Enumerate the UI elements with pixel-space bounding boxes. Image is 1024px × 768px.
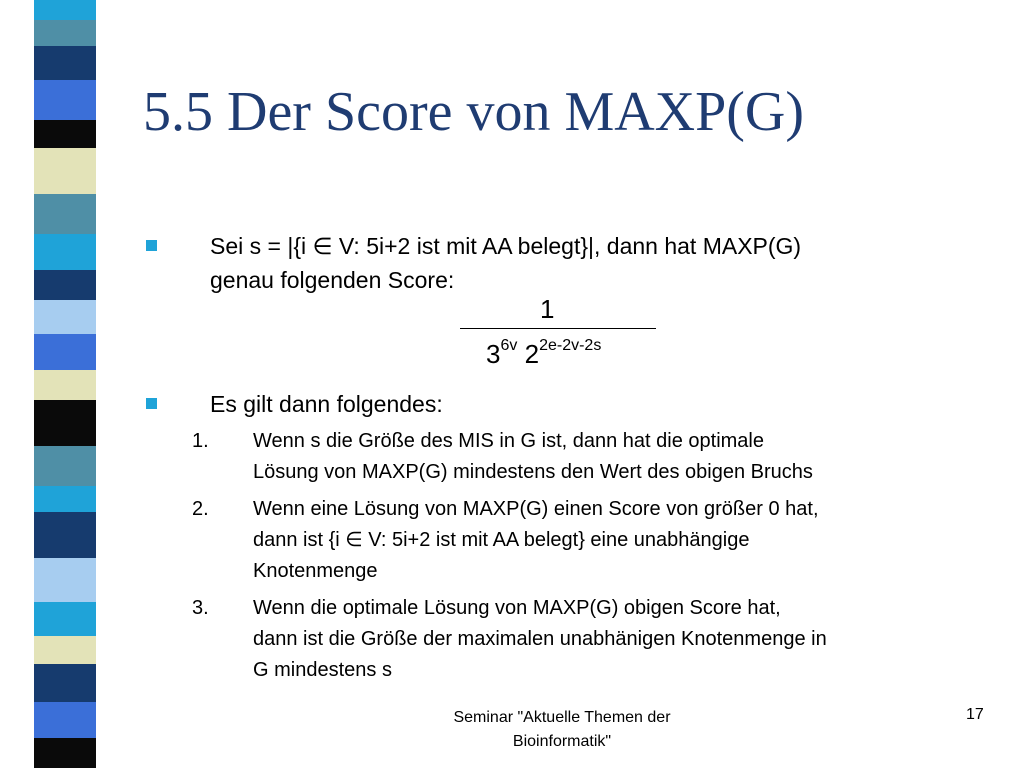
fraction-denominator	[486, 339, 601, 370]
footer-line-1: Seminar "Aktuelle Themen der	[453, 709, 671, 726]
exponent-1: 6v	[500, 337, 518, 354]
item-3-number: 3.	[192, 597, 209, 619]
decorative-stripe	[34, 0, 96, 768]
item-3-line-1: Wenn die optimale Lösung von MAXP(G) obigen Score hat,	[253, 597, 781, 619]
bullet1-line1: Sei s = |{i ∈ V: 5i+2 ist mit AA belegt}|, dann hat MAXP(G)	[210, 233, 802, 259]
item-2-line-3: Knotenmenge	[253, 560, 378, 582]
base-2: 2	[524, 339, 540, 369]
item-2-line-2: dann ist {i ∈ V: 5i+2 ist mit AA belegt} eine unabhängige	[253, 529, 750, 551]
item-1-line-2: Lösung von MAXP(G) mindestens den Wert des obigen Bruchs	[253, 461, 813, 483]
item-3-line-2: dann ist die Größe der maximalen unabhänigen Knotenmenge in	[253, 628, 827, 650]
page-number: 17	[966, 706, 984, 723]
footer-line-2: Bioinformatik"	[512, 733, 612, 750]
bullet1-line2: genau folgenden Score:	[210, 267, 455, 293]
item-3-line-3: G mindestens s	[253, 659, 392, 681]
item-1-line-1: Wenn s die Größe des MIS in G ist, dann hat die optimale	[253, 430, 764, 452]
item-1-number: 1.	[192, 430, 209, 452]
base-1: 3	[486, 339, 501, 369]
fraction-numerator: 1	[540, 294, 555, 324]
fraction-bar	[460, 328, 656, 329]
bullet2-text: Es gilt dann folgendes:	[210, 391, 443, 417]
bullet-square-icon	[146, 240, 157, 251]
exponent-2: 2e-2v-2s	[539, 337, 602, 354]
item-2-line-1: Wenn eine Lösung von MAXP(G) einen Score von größer 0 hat,	[253, 498, 819, 520]
footer-text	[412, 706, 712, 754]
slide-title: 5.5 Der Score von MAXP(G)	[143, 81, 805, 143]
item-2-number: 2.	[192, 498, 209, 520]
bullet-square-icon	[146, 398, 157, 409]
